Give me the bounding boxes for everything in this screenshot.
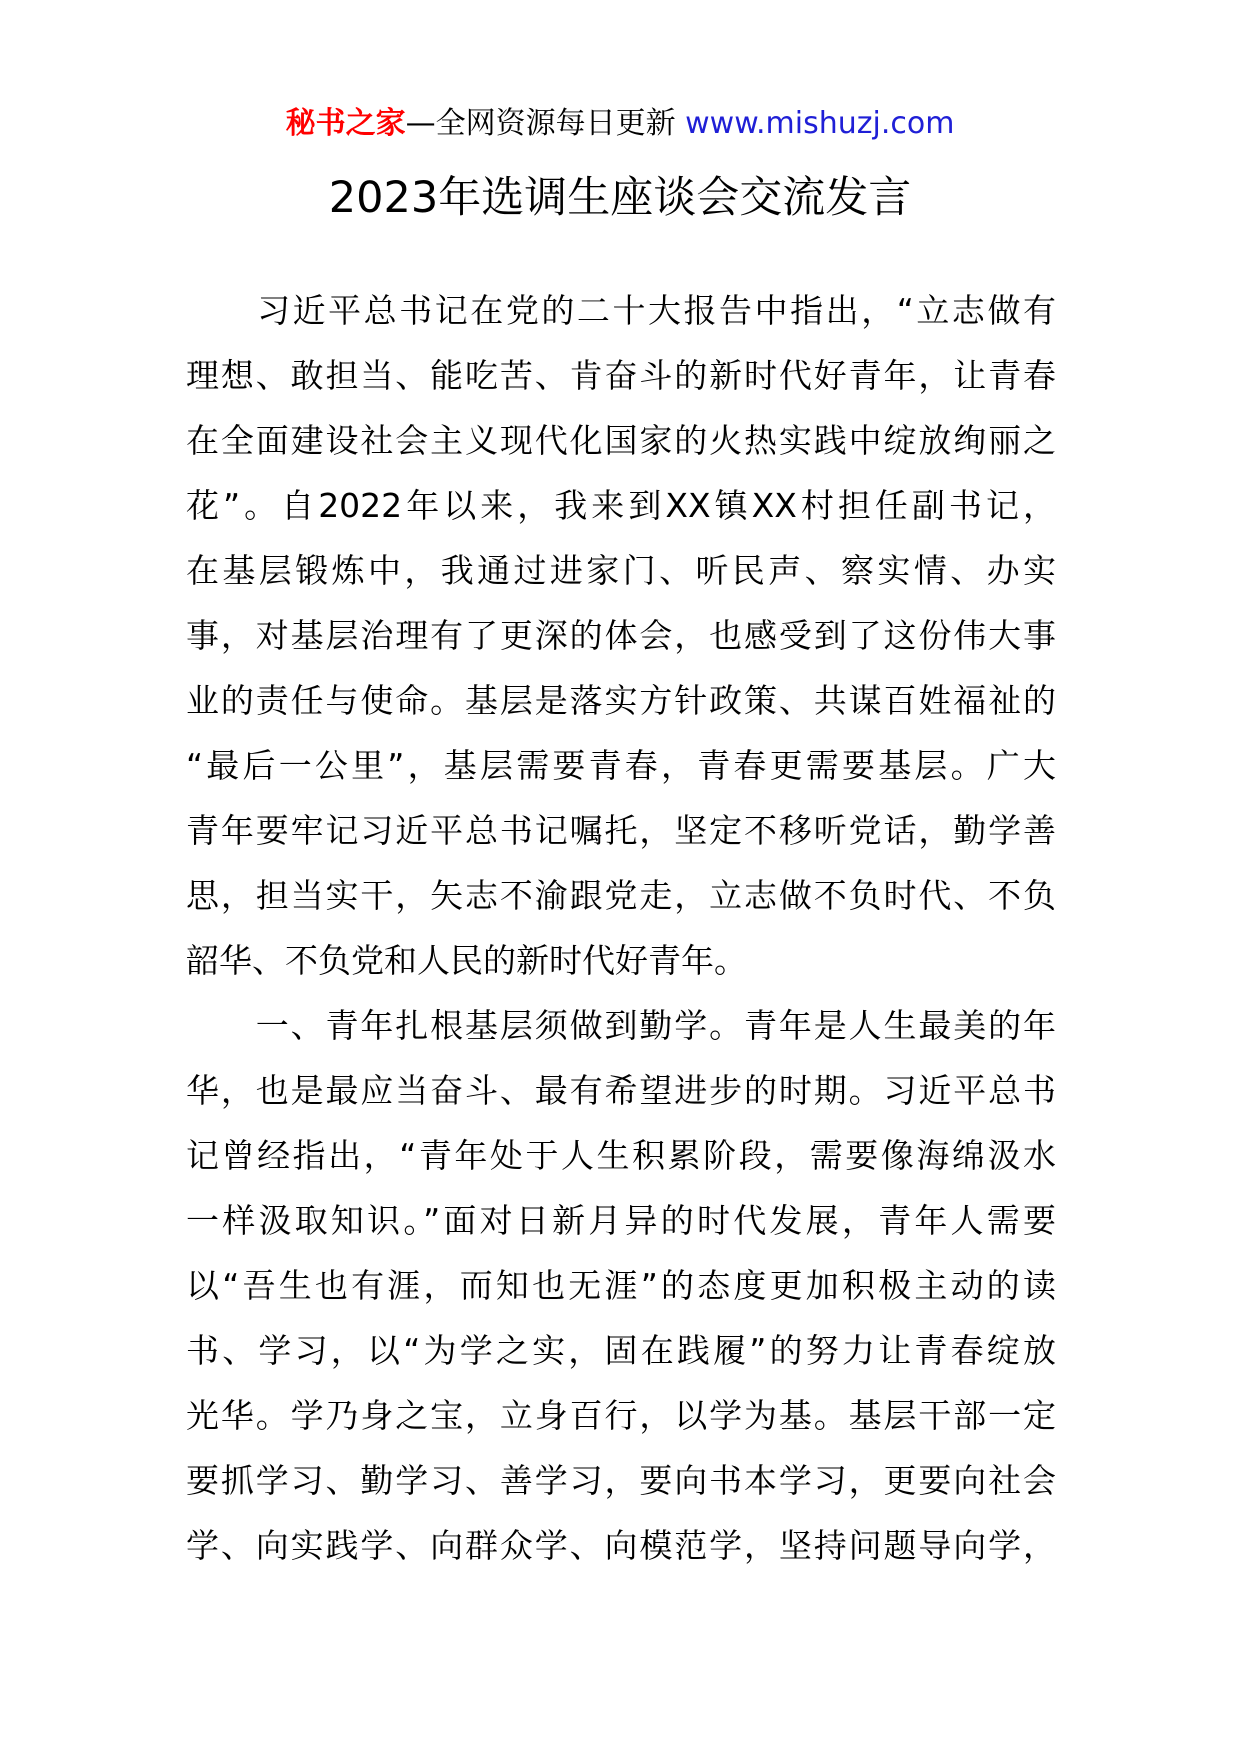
paragraph-line: 光华。学乃身之宝，立身百行，以学为基。基层干部一定 [186, 1396, 1056, 1435]
paragraph-line: 青年要牢记习近平总书记嘱托，坚定不移听党话，勤学善 [186, 811, 1056, 850]
paragraph-line: 韶华、不负党和人民的新时代好青年。 [186, 941, 747, 980]
paragraph-line: 事，对基层治理有了更深的体会，也感受到了这份伟大事 [186, 616, 1056, 655]
paragraph-line: 记曾经指出，“青年处于人生积累阶段，需要像海绵汲水 [186, 1136, 1056, 1175]
document-title: 2023年选调生座谈会交流发言 [328, 173, 912, 223]
paragraph-line: 以“吾生也有涯，而知也无涯”的态度更加积极主动的读 [186, 1266, 1056, 1305]
paragraph-line: 思，担当实干，矢志不渝跟党走，立志做不负时代、不负 [186, 876, 1056, 915]
site-header [0, 104, 1240, 144]
paragraph-line: “最后一公里”，基层需要青春，青春更需要基层。广大 [186, 746, 1056, 785]
paragraph-line: 业的责任与使命。基层是落实方针政策、共谋百姓福祉的 [186, 681, 1056, 720]
paragraph-line: 花”。自2022年以来，我来到XX镇XX村担任副书记， [186, 486, 1056, 525]
site-url-link[interactable]: www.mishuzj.com [685, 106, 955, 141]
brand-name: 秘书之家 [285, 106, 406, 141]
paragraph-line: 书、学习，以“为学之实，固在践履”的努力让青春绽放 [186, 1331, 1056, 1370]
paragraph-line: 华，也是最应当奋斗、最有希望进步的时期。习近平总书 [186, 1071, 1056, 1110]
header-tagline: —全网资源每日更新 [405, 106, 676, 141]
paragraph-line: 在基层锻炼中，我通过进家门、听民声、察实情、办实 [186, 551, 1056, 590]
paragraph-line: 习近平总书记在党的二十大报告中指出，“立志做有 [186, 291, 1056, 330]
paragraph-line: 一样汲取知识。”面对日新月异的时代发展，青年人需要 [186, 1201, 1056, 1240]
paragraph-line: 学、向实践学、向群众学、向模范学，坚持问题导向学， [186, 1526, 1056, 1565]
paragraph-line: 要抓学习、勤学习、善学习，要向书本学习，更要向社会 [186, 1461, 1056, 1500]
paragraph-line: 一、青年扎根基层须做到勤学。青年是人生最美的年 [186, 1006, 1056, 1045]
paragraph-line: 理想、敢担当、能吃苦、肯奋斗的新时代好青年，让青春 [186, 356, 1056, 395]
document-body [186, 291, 1056, 1591]
paragraph-line: 在全面建设社会主义现代化国家的火热实践中绽放绚丽之 [186, 421, 1056, 460]
